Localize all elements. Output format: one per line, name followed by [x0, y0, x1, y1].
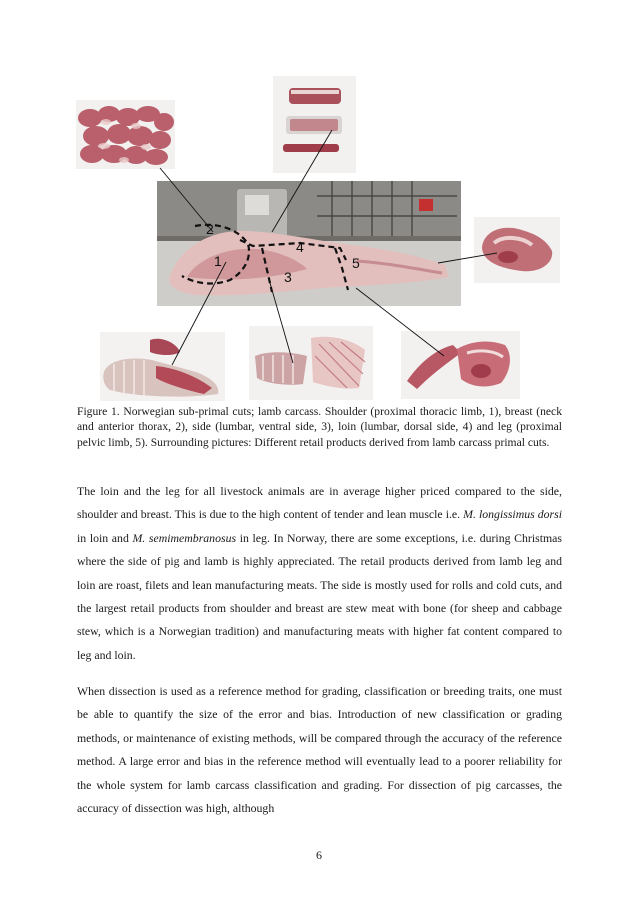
paragraph-1-text-b: in loin and	[77, 530, 133, 545]
photo-shoulder-roll	[100, 332, 225, 401]
photo-loin-products	[273, 76, 356, 173]
region-label-1: 1	[214, 253, 222, 269]
paragraph-1-text-a: The loin and the leg for all livestock animals are in average higher priced compared to the side, shoulder and breast. This is due to the high content of tender and lean muscle i.e.	[77, 484, 562, 522]
page-number: 6	[316, 848, 322, 862]
photo-stew-meat-cubes	[76, 100, 175, 169]
paragraph-2: When dissection is used as a reference method for grading, classification or breeding traits, one must be able to quantify the size of the error and bias. Introduction of new classification or grading methods, or maintenance of existing methods, will be compared through the accuracy of the reference method. A large error and bias in the reference method will eventually lead to a poorer reliability for the whole system for lamb carcass classification and grading. For dissection of pig carcasses, the accuracy of dissection was high, although	[77, 684, 562, 816]
photo-side-ribs	[249, 326, 373, 400]
photo-leg-cuts	[401, 331, 520, 399]
paragraph-1-species-term-a: M. longissimus dorsi	[463, 507, 563, 522]
photo-lamb-carcass	[157, 181, 461, 306]
paragraph-1	[77, 480, 562, 667]
region-label-4: 4	[296, 239, 304, 255]
region-label-2: 2	[206, 221, 214, 237]
region-label-3: 3	[284, 269, 292, 285]
paragraph-1-species-term-b: M. semimembranosus	[132, 530, 237, 545]
figure-caption: Figure 1. Norwegian sub-primal cuts; lamb carcass. Shoulder (proximal thoracic limb, 1), breast (neck and anterior thorax, 2), side (lumbar, ventral side, 3), loin (lumbar, dorsal side, 4) and leg (proximal pelvic limb, 5). Surrounding pictures: Different retail products derived from lamb carcass primal cuts.	[77, 405, 562, 449]
region-label-5: 5	[352, 255, 360, 271]
paragraph-1-text-c: in leg. In Norway, there are some exceptions, i.e. during Christmas where the side of pig and lamb is highly appreciated. The retail products derived from lamb leg and loin are roast, filets and lean manufacturing meats. The side is mostly used for rolls and cold cuts, and the largest retail products from shoulder and breast are stew meat with bone (for sheep and cabbage stew, which is a Norwegian tradition) and manufacturing meats with higher fat content compared to leg and loin.	[77, 530, 562, 662]
photo-leg-product	[474, 217, 560, 283]
